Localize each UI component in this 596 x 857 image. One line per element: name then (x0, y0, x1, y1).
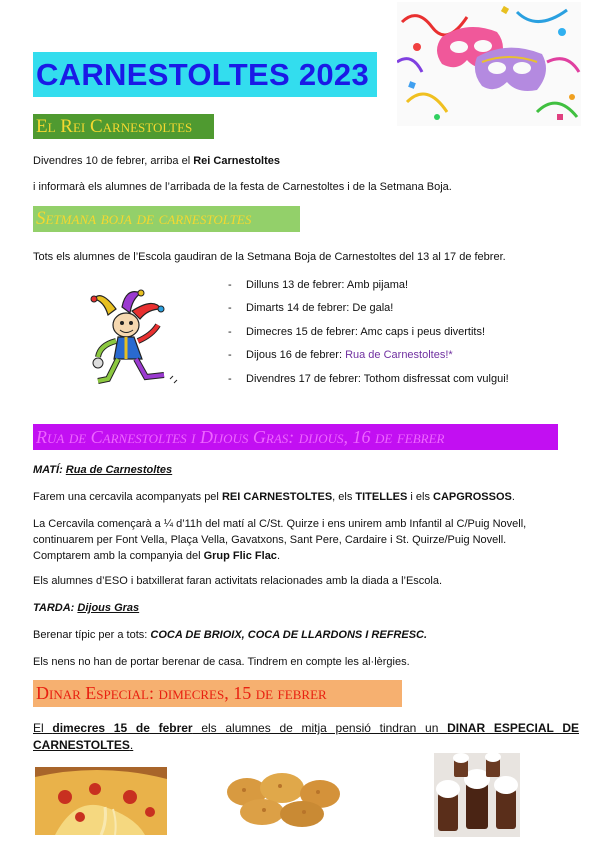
section-heading-dinar-especial: Dinar Especial: dimecres, 15 de febrer (33, 680, 402, 707)
rei-arrival-line (33, 155, 280, 167)
rei-info-line: i informarà els alumnes de l’arribada de la festa de Carnestoltes i de la Setmana Boja. (33, 181, 452, 193)
list-item-text: Dilluns 13 de febrer: Amb pijama! (246, 279, 409, 291)
rei-bold: REI CARNESTOLTES (221, 491, 333, 503)
eso-paragraph: Els alumnes d’ESO i batxillerat faran activitats relacionades amb la diada a l’Escola. (33, 575, 443, 587)
list-dash: - (228, 373, 232, 385)
setmana-boja-intro: Tots els alumnes de l’Escola gaudiran de la Setmana Boja de Carnestoltes del 13 al 17 de febrer. (33, 251, 506, 263)
section-heading-rei-carnestoltes: El Rei Carnestoltes (33, 114, 214, 139)
tarda-label: TARDA: (33, 602, 75, 614)
list-dash: - (228, 302, 232, 314)
section-heading-setmana-boja: Setmana boja de carnestoltes (33, 206, 300, 232)
list-item-highlight: Rua de Carnestoltes!* (345, 349, 453, 361)
text-span: . (511, 491, 515, 503)
mati-label: MATÍ: (33, 464, 63, 476)
list-item (228, 349, 453, 361)
route-line-1: La Cercavila començarà a ¼ d’11h del matí al C/St. Quirze i ens unirem amb Infantil al C/Puig Novell, (33, 518, 527, 530)
list-item-text: Dimarts 14 de febrer: De gala! (246, 302, 394, 314)
list-item (228, 302, 393, 314)
list-dash: - (228, 279, 232, 291)
rei-carnestoltes-bold: Rei Carnestoltes (193, 155, 281, 167)
list-dash: - (228, 326, 232, 338)
mati-title: Rua de Carnestoltes (65, 464, 173, 476)
text-span: . (276, 550, 280, 562)
tarda-subheading (33, 602, 139, 614)
text-span: . (129, 738, 134, 752)
chocolate-dessert-cups-image (434, 753, 520, 837)
text-span: Comptarem amb la companyia del (33, 550, 204, 562)
list-item-text: Dimecres 15 de febrer: Amc caps i peus divertits! (246, 326, 486, 338)
text-span: , els (332, 491, 356, 503)
section-heading-rua-dijous-gras: Rua de Carnestoltes i Dijous Gras: dijous, 16 de febrer (33, 424, 558, 450)
carnival-masks-image (397, 2, 581, 126)
titelles-bold: TITELLES (355, 491, 408, 503)
text-span: Farem una cercavila acompanyats pel (33, 491, 222, 503)
text-span: Berenar típic per a tots: (33, 629, 151, 641)
text-span: els alumnes de mitja pensió tindran un (192, 721, 448, 735)
dinar-paragraph (33, 720, 579, 754)
list-item (228, 326, 485, 338)
page-title: CARNESTOLTES 2023 (33, 52, 377, 97)
grup-flic-flac-bold: Grup Flic Flac (203, 550, 277, 562)
pizza-image (35, 767, 167, 835)
rei-arrival-text: Divendres 10 de febrer, arriba el (33, 155, 194, 167)
mati-subheading (33, 464, 172, 476)
text-span: i els (407, 491, 434, 503)
dinar-especial-bold: DINAR ESPECIAL DE CARNESTOLTES (33, 721, 579, 752)
allergies-paragraph: Els nens no han de portar berenar de casa. Tindrem en compte les al·lèrgies. (33, 656, 410, 668)
tarda-title: Dijous Gras (77, 602, 140, 614)
berenar-paragraph (33, 629, 427, 641)
route-line-2: continuarem per Font Vella, Plaça Vella, Gavatxons, Sant Pere, Cardaire i St. Quirze/Puig Novell. (33, 534, 507, 546)
cercavila-paragraph (33, 491, 515, 503)
jester-illustration (86, 287, 182, 390)
list-dash: - (228, 349, 232, 361)
route-line-3 (33, 550, 280, 562)
dinar-date-bold: dimecres 15 de febrer (52, 721, 193, 735)
chicken-nuggets-image (222, 770, 346, 830)
text-span: El (33, 721, 53, 735)
list-item-text: Dijous 16 de febrer: (246, 349, 346, 361)
list-item (228, 373, 509, 385)
list-item (228, 279, 408, 291)
berenar-items: COCA DE BRIOIX, COCA DE LLARDONS I REFRESC. (150, 629, 428, 641)
capgrossos-bold: CAPGROSSOS (433, 491, 512, 503)
list-item-text: Divendres 17 de febrer: Tothom disfressat com vulgui! (246, 373, 509, 385)
